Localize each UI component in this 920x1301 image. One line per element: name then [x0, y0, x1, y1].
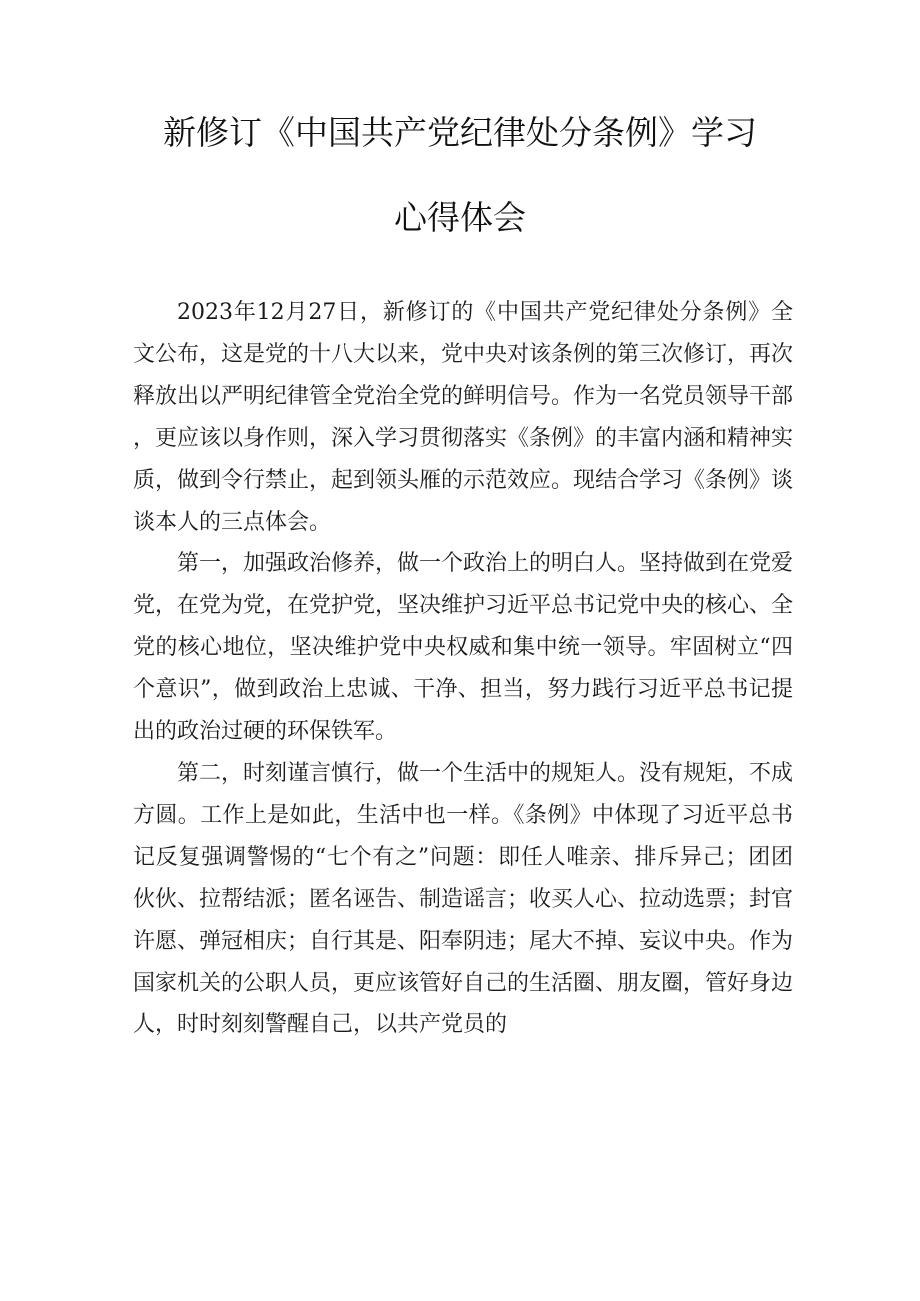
- paragraph-point-one: 第一，加强政治修养，做一个政治上的明白人。坚持做到在党爱党，在党为党，在党护党，坚决维护习近平总书记党中央的核心、全党的核心地位，坚决维护党中央权威和集中统一领导。牢固树立“四个意识”，做到政治上忠诚、干净、担当，努力践行习近平总书记提出的政治过硬的环保铁军。: [133, 551, 794, 745]
- document-title-line-2: 心得体会: [394, 198, 526, 237]
- document-title-line-1: 新修订《中国共产党纪律处分条例》学习: [163, 113, 757, 152]
- paragraph-point-two: 第二，时刻谨言慎行，做一个生活中的规矩人。没有规矩，不成方圆。工作上是如此，生活中也一样。《条例》中体现了习近平总书记反复强调警惕的“七个有之”问题：即任人唯亲、排斥异己；团团伙伙、拉帮结派；匿名诬告、制造谣言；收买人心、拉动选票；封官许愿、弹冠相庆；自行其是、阳奉阴违；尾大不掉、妄议中央。作为国家机关的公职人员，更应该管好自己的生活圈、朋友圈，管好身边人，时时刻刻警醒自己，以共产党员的: [133, 760, 794, 1038]
- document-body: [133, 292, 793, 1046]
- paragraph-intro: 2023年12月27日，新修订的《中国共产党纪律处分条例》全文公布，这是党的十八大以来，党中央对该条例的第三次修订，再次释放出以严明纪律管全党治全党的鲜明信号。作为一名党员领导干部，更应该以身作则，深入学习贯彻落实《条例》的丰富内涵和精神实质，做到令行禁止，起到领头雁的示范效应。现结合学习《条例》谈谈本人的三点体会。: [133, 300, 794, 535]
